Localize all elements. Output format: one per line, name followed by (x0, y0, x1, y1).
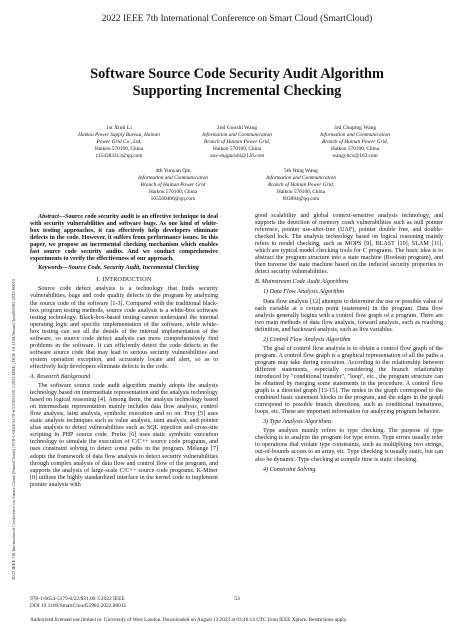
author-city: Haikou 570100, China (94, 146, 144, 152)
body-paragraph: Type analysis mainly refers to type checking. The purpose of type checking is to analyze the program for type errors. Type errors usually refer to operations that violate type constraints, such as multiplying two strings, out-of-bounds access to an array, etc. Type checking is usually static, but can also be dynamic. Type checking at compile time is static checking. (255, 428, 443, 463)
keywords-text: —Source Code, Security Audit, Incremental Checking (62, 265, 199, 272)
subsection-heading: B. Mainstream Code Audit Algorithms (255, 279, 349, 286)
author-name: 4th Yunyan Qin (155, 168, 191, 174)
author-email: 1154383313@qq.com (95, 153, 143, 159)
author-city: Haikou 570100, China (276, 189, 326, 195)
abstract-label: Abstract (38, 214, 59, 220)
author-org: Power Grid Co., Ltd. (96, 139, 142, 145)
abstract (30, 214, 218, 263)
page-number: 53 (234, 596, 240, 602)
body-paragraph: good scalability and global context-sensitive analysis technology, and supports the detection of memory crash vulnerabilities such as null pointer reference, pointer use-after-free (UAF), pointer double free, and double-checked lock. The analysis technology based on logical reasoning mainly refers to model checking, such as MOPS [9], BLAST [10], SLAM [11], which are typical model checking tools for C programs. The basic idea is to abstract the program structure into a state machine (Boolean program), and then traverse the state machine based on the induced security properties to detect security vulnerabilities. (255, 213, 443, 276)
author-email: ssw-engguoshi@126.com (209, 153, 265, 159)
author-org: Information and Communication (202, 132, 272, 138)
numbered-heading: 2) Control Flow Analysis Algorithm (263, 336, 351, 343)
author-block-3 (290, 125, 420, 160)
author-block-5 (236, 168, 366, 203)
body-paragraph: The goal of control flow analysis is to obtain a control flow graph of the program. A control flow graph is a graphical representation of all the paths a program may take during execution. According to the relationship between different statements, especially considering the branch relationship introduced by "conditional transfer", "loop", etc., the program structure can be obtained by merging some statements in the procedure. A control flow graph is a directed graph [13-15]. The nodes in the graph correspond to the combined basic statement blocks in the program, and the edges in the graph correspond to possible branch directions, such as conditional transitions, loops, etc. These are important information for analyzing program behavior. (255, 345, 443, 416)
numbered-heading: 1) Data Flow Analysis Algorithm (263, 289, 345, 296)
paper-title (30, 66, 444, 100)
author-name: 2nd Guoshi Wang (216, 125, 258, 131)
author-org: Information and Communication (138, 175, 208, 181)
author-block-1 (54, 125, 184, 160)
author-org: Branch of Hainan Power Grid, (203, 139, 271, 145)
author-email: 505560406@qq.com (150, 196, 196, 202)
numbered-heading: 4) Constraint Solving (263, 466, 316, 473)
author-city: Haikou 570100, China (330, 146, 380, 152)
author-city: Haikou 570100, China (148, 189, 198, 195)
numbered-heading: 3) Type Analysis Algorithms (263, 419, 332, 426)
right-column (255, 213, 443, 476)
section-heading-introduction: I. INTRODUCTION (96, 276, 152, 284)
author-org: Information and Communication (266, 175, 336, 181)
side-margin-identifier (3, 80, 16, 580)
author-email: wangyitcx@163.com (332, 153, 378, 159)
body-paragraph: The software source code audit algorithm mainly adopts the analysis technology based on intermediate representation and the analysis technology based on logical reasoning [4]. Among them, the analysis technology based on intermediate representation mainly includes data flow analysis, control flow analysis, taint analysis, symbolic execution and so on. Pixy [5] uses static analysis techniques such as value analysis, taint analysis, and pointer alias analysis to detect vulnerabilities such as SQL injection and cross-site scripting in PHP source code. Prefix [6] uses static symbolic execution technology to simulate the execution of C/C++ source code programs, and uses constraint solving to detect some paths in the program. Melange [7] adopts the framework of data flow analysis to detect security vulnerabilities through complex analysis of data flow and control flow of the program, and supports the analysis of large-scale C/C++ source code programs. K-Miner [8] utilizes the highly standardized interface in the kernel code to implement pointer analysis with (30, 383, 218, 488)
footer-copyright (30, 596, 126, 609)
author-email: 693884@qq.com (282, 196, 320, 202)
author-org: Haikou Power Supply Bureau, Hainan (78, 132, 160, 138)
author-name: 3rd Chuping Wang (333, 125, 377, 131)
author-org: Branch of Hainan Power Grid, (321, 139, 389, 145)
body-paragraph: Data flow analysis [12] attempts to determine the use or possible value of each variable at a certain point (statement) in the program. Data flow analysis generally begins with a control flow graph of a program. There are two main methods of data flow analysis, forward analysis, such as reaching definition, and backward analysis, such as live variables. (255, 298, 443, 333)
body-paragraph: Source code defect analysis is a technology that finds security vulnerabilities, bugs and code quality defects in the program by analyzing the source code of the software [1-3]. Compared with the traditional black-box program testing methods, source code analysis is a white-box software testing technology. Black-box-based testing cannot understand the internal operating logic and specific implementation of the software, while white-box testing can see all the details of the internal implementation of the software, so source code defect analysis can more comprehensively find problems in the software. It can efficiently detect the code defects in the software source code that may lead to serious security vulnerabilities and system operation exception, and accurately locate and alert, so as to effectively help developers eliminate defects in the code. (30, 286, 218, 370)
abstract-text: —Source code security audit is an effective technique to deal with security vulnerabilities and software bugs. As one kind of white-box testing approaches, it can effectively help developers eliminate defects in the code. However, it suffers from performance issues. In this paper, we propose an incremental checking mechanism which enables fast source code security audits. And we conduct comprehensive experiments to verify the effectiveness of our approach. (30, 214, 218, 263)
footer-doi: DOI 10.1109/SmartCloud55982.2022.00015 (30, 602, 127, 609)
author-name: 5th Ning Wang (284, 168, 318, 174)
footer-isbn: 978-1-6654-5179-6/22/$31.00 ©2022 IEEE (30, 596, 125, 602)
author-org: Information and Communication (320, 132, 390, 138)
author-block-4 (108, 168, 238, 203)
author-name: 1st Xinli Li (106, 125, 132, 131)
keywords-label: Keywords (38, 265, 63, 272)
title-line-2: Supporting Incremental Checking (132, 83, 342, 99)
author-city: Haikou 570100, China (212, 146, 262, 152)
side-identifier-text: 2022 IEEE 7th International Conference on Smart Cloud (SmartCloud) | 978-1-6654-5179-6/22/$31.00 ©2022 IEEE | DOI: 10.1109/SmartCloud55982.2022.00015 (11, 278, 16, 580)
title-line-1: Software Source Code Security Audit Algorithm (90, 66, 384, 82)
conference-header: 2022 IEEE 7th International Conference on Smart Cloud (SmartCloud) (101, 14, 373, 24)
author-org: Branch of Hainan Power Grid, (267, 182, 335, 188)
author-org: Branch of Hainan Power Grid (140, 182, 206, 188)
license-notice: Authorized licensed use limited to: University of West London. Downloaded on August 13,2023 at 03:46:14 UTC from IEEE Xplore. Restrictions apply. (30, 617, 348, 623)
keywords (30, 265, 218, 272)
subsection-heading: A. Research Background (30, 373, 91, 380)
author-block-2 (172, 125, 302, 160)
left-column (30, 214, 218, 491)
